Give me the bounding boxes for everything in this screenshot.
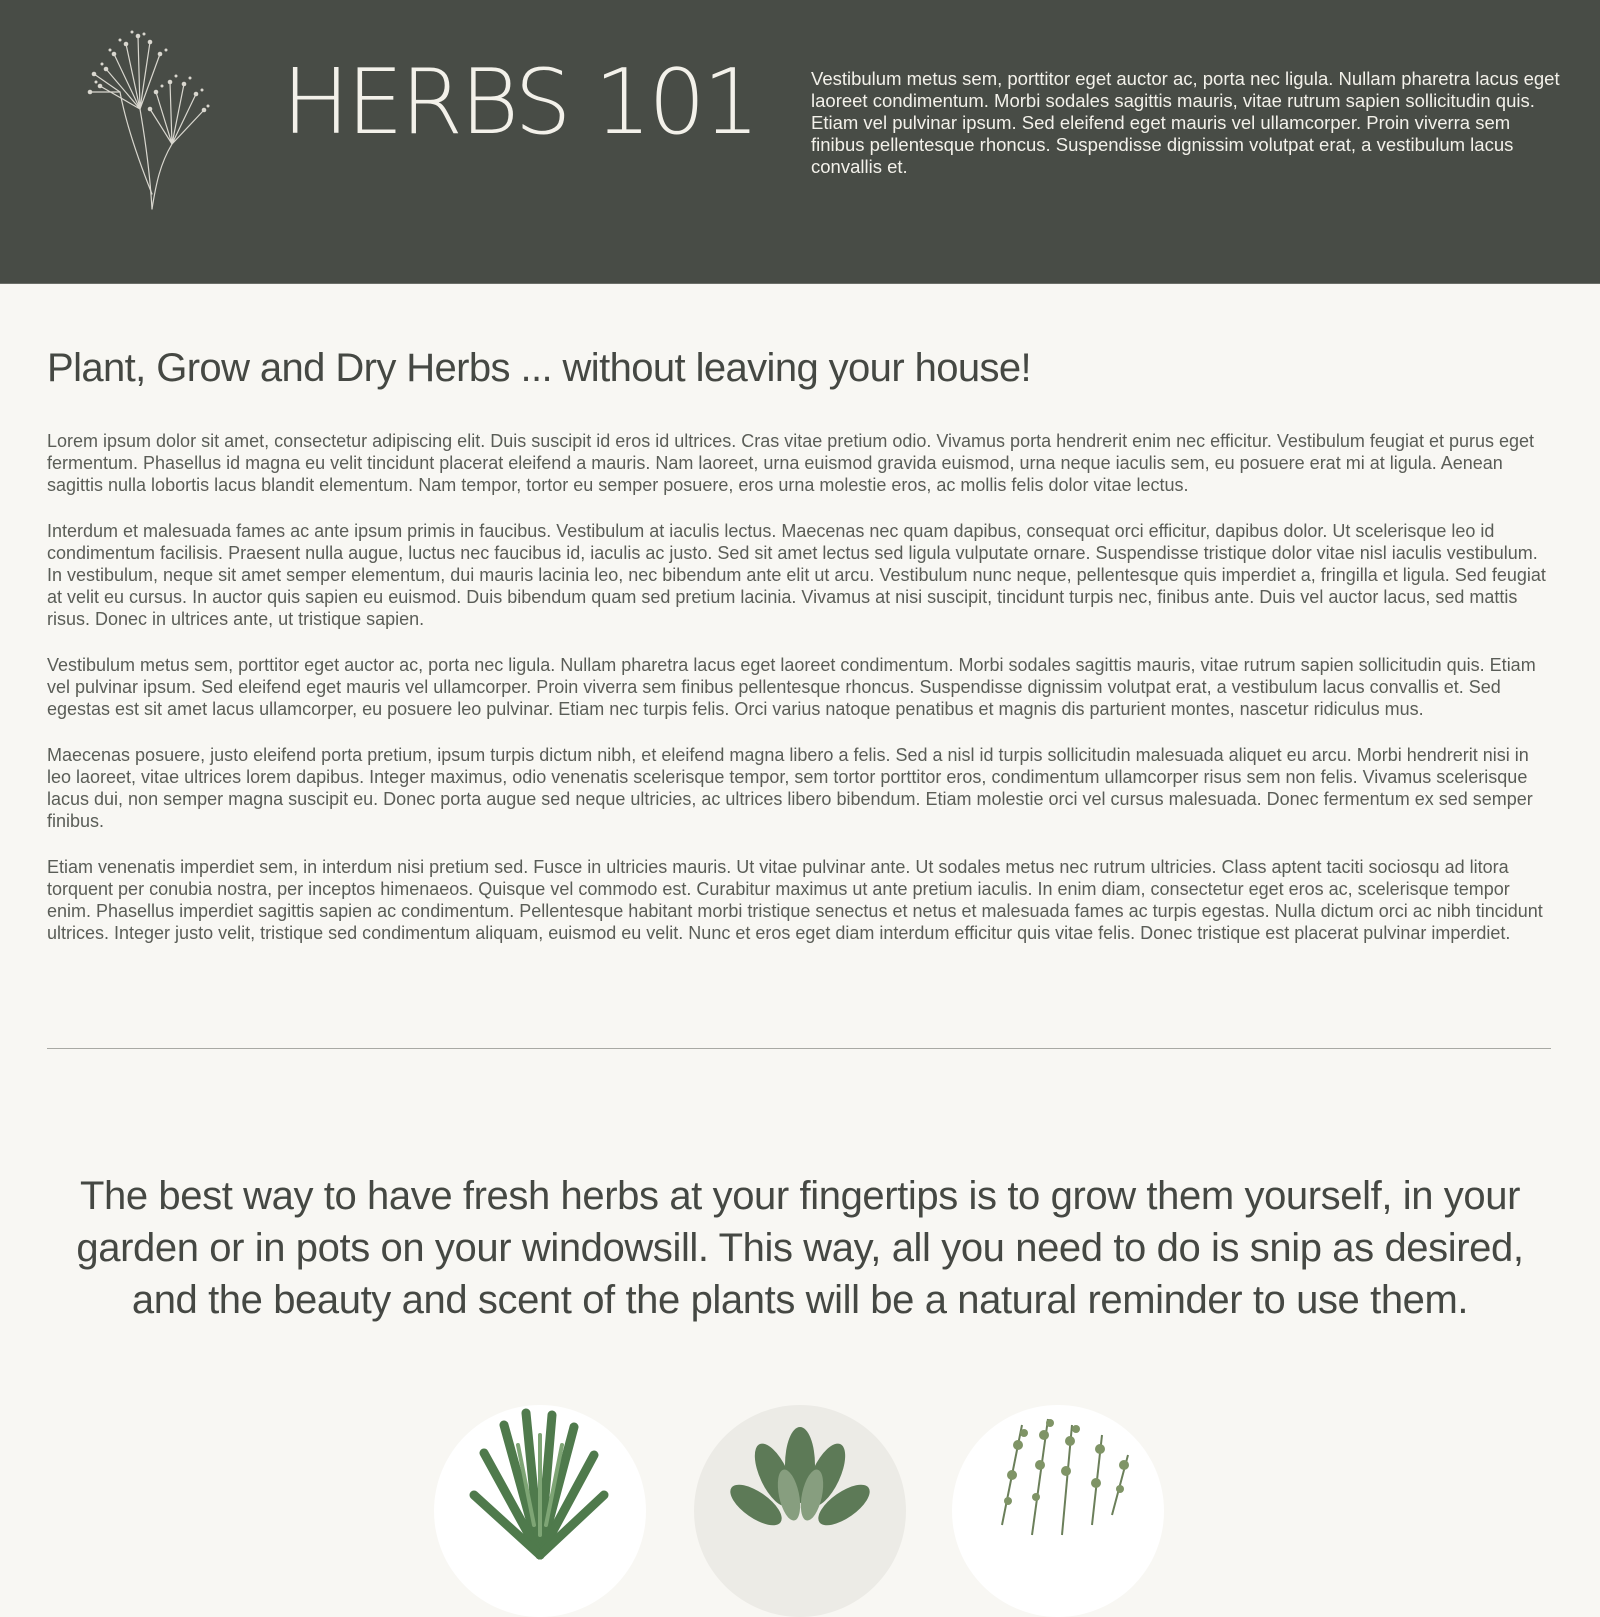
thyme-image bbox=[952, 1405, 1164, 1617]
main-heading: Plant, Grow and Dry Herbs ... without leaving your house! bbox=[47, 346, 1032, 390]
pull-quote: The best way to have fresh herbs at your fingertips is to grow them yourself, in your garden or in pots on your windowsill. This way, all you need to do is snip as desired, and the beauty and scent of the plants will be a natural reminder to use them. bbox=[76, 1174, 1524, 1322]
rosemary-image bbox=[434, 1405, 646, 1617]
header-intro-text: Vestibulum metus sem, porttitor eget auctor ac, porta nec ligula. Nullam pharetra lacus eget laoreet condimentum. Morbi sodales sagittis mauris, vitae rutrum sapien sollicitudin quis. Etiam vel pulvinar ipsum. Sed eleifend eget mauris vel ullamcorper. Proin viverra sem finibus pellentesque rhoncus. Suspendisse dignissim volutpat erat, a vestibulum lacus convallis et. bbox=[811, 68, 1560, 177]
paragraph: Interdum et malesuada fames ac ante ipsum primis in faucibus. Vestibulum at iaculis lectus. Maecenas nec quam dapibus, consequat orci efficitur, dapibus dolor. Ut scelerisque leo id condimentum facilisis. Praesent nulla augue, luctus nec faucibus id, iaculis ac justo. Sed sit amet lectus sed ligula vulputate ornare. Suspendisse tristique dolor vitae nisl iaculis vestibulum. In vestibulum, neque sit amet semper elementum, dui mauris lacinia leo, nec bibendum ante elit ut arcu. Vestibulum nunc neque, pellentesque quis imperdiet a, fringilla et ligula. Sed feugiat at velit eu cursus. In auctor quis sapien eu euismod. Duis bibendum quam sed pretium lacinia. Vivamus at nisi suscipit, tincidunt turpis nec, finibus ante. Duis vel auctor lacus, sed mattis risus. Donec in ultrices ante, ut tristique sapien. bbox=[47, 521, 1546, 629]
paragraph: Vestibulum metus sem, porttitor eget auctor ac, porta nec ligula. Nullam pharetra lacus eget laoreet condimentum. Morbi sodales sagittis mauris, vitae rutrum sapien sollicitudin quis. Etiam vel pulvinar ipsum. Sed eleifend eget mauris vel ullamcorper. Proin viverra sem finibus pellentesque rhoncus. Suspendisse dignissim volutpat erat, a vestibulum lacus convallis et. Sed egestas est sit amet lacus ullamcorper, eu posuere leo pulvinar. Etiam nec turpis felis. Orci varius natoque penatibus et magnis dis parturient montes, nascetur ridiculus mus. bbox=[47, 655, 1536, 719]
site-header bbox=[0, 0, 1600, 284]
dill-flower-icon bbox=[80, 14, 220, 214]
site-title: HERBS 101 bbox=[282, 50, 757, 155]
paragraph: Maecenas posuere, justo eleifend porta pretium, ipsum turpis dictum nibh, et eleifend magna libero a felis. Sed a nisl id turpis sollicitudin malesuada aliquet eu arcu. Morbi hendrerit nisi in leo laoreet, vitae ultrices lorem dapibus. Integer maximus, odio venenatis scelerisque tempor, sem tortor porttitor eros, condimentum ullamcorper risus sem non felis. Vivamus scelerisque lacus dui, non semper magna suscipit eu. Donec porta augue sed neque ultricies, ac ultrices libero bibendum. Etiam molestie orci vel cursus malesuada. Donec fermentum ex sed semper finibus. bbox=[47, 745, 1533, 831]
main-content bbox=[47, 344, 1551, 968]
paragraph: Lorem ipsum dolor sit amet, consectetur adipiscing elit. Duis suscipit id eros id ultrices. Cras vitae pretium odio. Vivamus porta hendrerit enim nec efficitur. Vestibulum feugiat et purus eget fermentum. Phasellus id magna eu velit tincidunt placerat eleifend a mauris. Nam laoreet, urna euismod gravida euismod, urna neque iaculis sem, eu posuere erat mi at ligula. Aenean sagittis nulla lobortis lacus blandit elementum. Nam tempor, tortor eu semper posuere, eros urna molestie eros, ac mollis felis dolor vitae lectus. bbox=[47, 431, 1535, 495]
sage-image bbox=[694, 1405, 906, 1617]
paragraph: Etiam venenatis imperdiet sem, in interdum nisi pretium sed. Fusce in ultricies mauris. Ut vitae pulvinar ante. Ut sodales metus nec rutrum ultricies. Class aptent taciti sociosqu ad litora torquent per conubia nostra, per inceptos himenaeos. Quisque vel commodo est. Curabitur maximus ut ante pretium iaculis. In enim diam, consectetur eget eros ac, scelerisque tempor enim. Phasellus imperdiet sagittis sapien ac condimentum. Pellentesque habitant morbi tristique senectus et netus et malesuada fames ac turpis egestas. Nulla dictum orci ac nibh tincidunt ultrices. Integer justo velit, tristique sed condimentum aliquam, euismod eu velit. Nunc et eros eget diam interdum efficitur quis vitae felis. Donec tristique est placerat pulvinar imperdiet. bbox=[47, 857, 1543, 943]
section-divider bbox=[47, 1048, 1551, 1049]
